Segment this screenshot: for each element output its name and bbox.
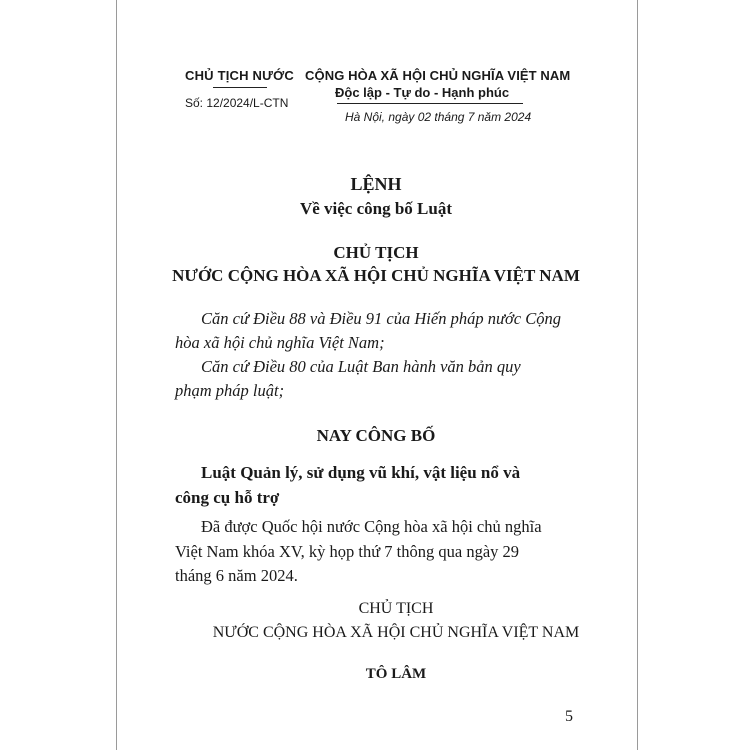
issuer-title: CHỦ TỊCH bbox=[333, 243, 419, 262]
proclamation-heading: NAY CÔNG BỐ bbox=[316, 426, 436, 445]
signature-country: NƯỚC CỘNG HÒA XÃ HỘI CHỦ NGHĨA VIỆT NAM bbox=[212, 624, 580, 641]
passage-line: Đã được Quốc hội nước Cộng hòa xã hội chủ nghĩa bbox=[201, 517, 542, 536]
document-subtitle: Về việc công bố Luật bbox=[299, 199, 453, 218]
header-divider-left bbox=[213, 87, 267, 88]
passage-line: Việt Nam khóa XV, kỳ họp thứ 7 thông qua ngày 29 bbox=[175, 542, 520, 561]
national-motto: Độc lập - Tự do - Hạnh phúc bbox=[335, 85, 510, 100]
document-number: Số: 12/2024/L-CTN bbox=[185, 96, 289, 110]
passage-line: tháng 6 năm 2024. bbox=[175, 566, 298, 585]
preamble-line: hòa xã hội chủ nghĩa Việt Nam; bbox=[175, 333, 385, 352]
page-number: 5 bbox=[565, 708, 573, 725]
issuing-authority: CHỦ TỊCH NƯỚC bbox=[185, 68, 294, 83]
document-title: LỆNH bbox=[350, 174, 402, 194]
preamble-line: Căn cứ Điều 80 của Luật Ban hành văn bản quy bbox=[201, 357, 521, 376]
issuer-country: NƯỚC CỘNG HÒA XÃ HỘI CHỦ NGHĨA VIỆT NAM bbox=[172, 266, 580, 285]
country-name: CỘNG HÒA XÃ HỘI CHỦ NGHĨA VIỆT NAM bbox=[305, 68, 571, 83]
preamble-line: Căn cứ Điều 88 và Điều 91 của Hiến pháp nước Cộng bbox=[201, 309, 561, 328]
preamble-line: phạm pháp luật; bbox=[175, 381, 285, 400]
signature-title: CHỦ TỊCH bbox=[358, 600, 434, 617]
issue-date: Hà Nội, ngày 02 tháng 7 năm 2024 bbox=[345, 110, 532, 124]
law-title-line: Luật Quản lý, sử dụng vũ khí, vật liệu nổ và bbox=[201, 463, 521, 482]
signatory-name: TÔ LÂM bbox=[365, 666, 427, 682]
law-title-line: công cụ hỗ trợ bbox=[175, 488, 280, 507]
header-divider-right bbox=[337, 103, 523, 104]
